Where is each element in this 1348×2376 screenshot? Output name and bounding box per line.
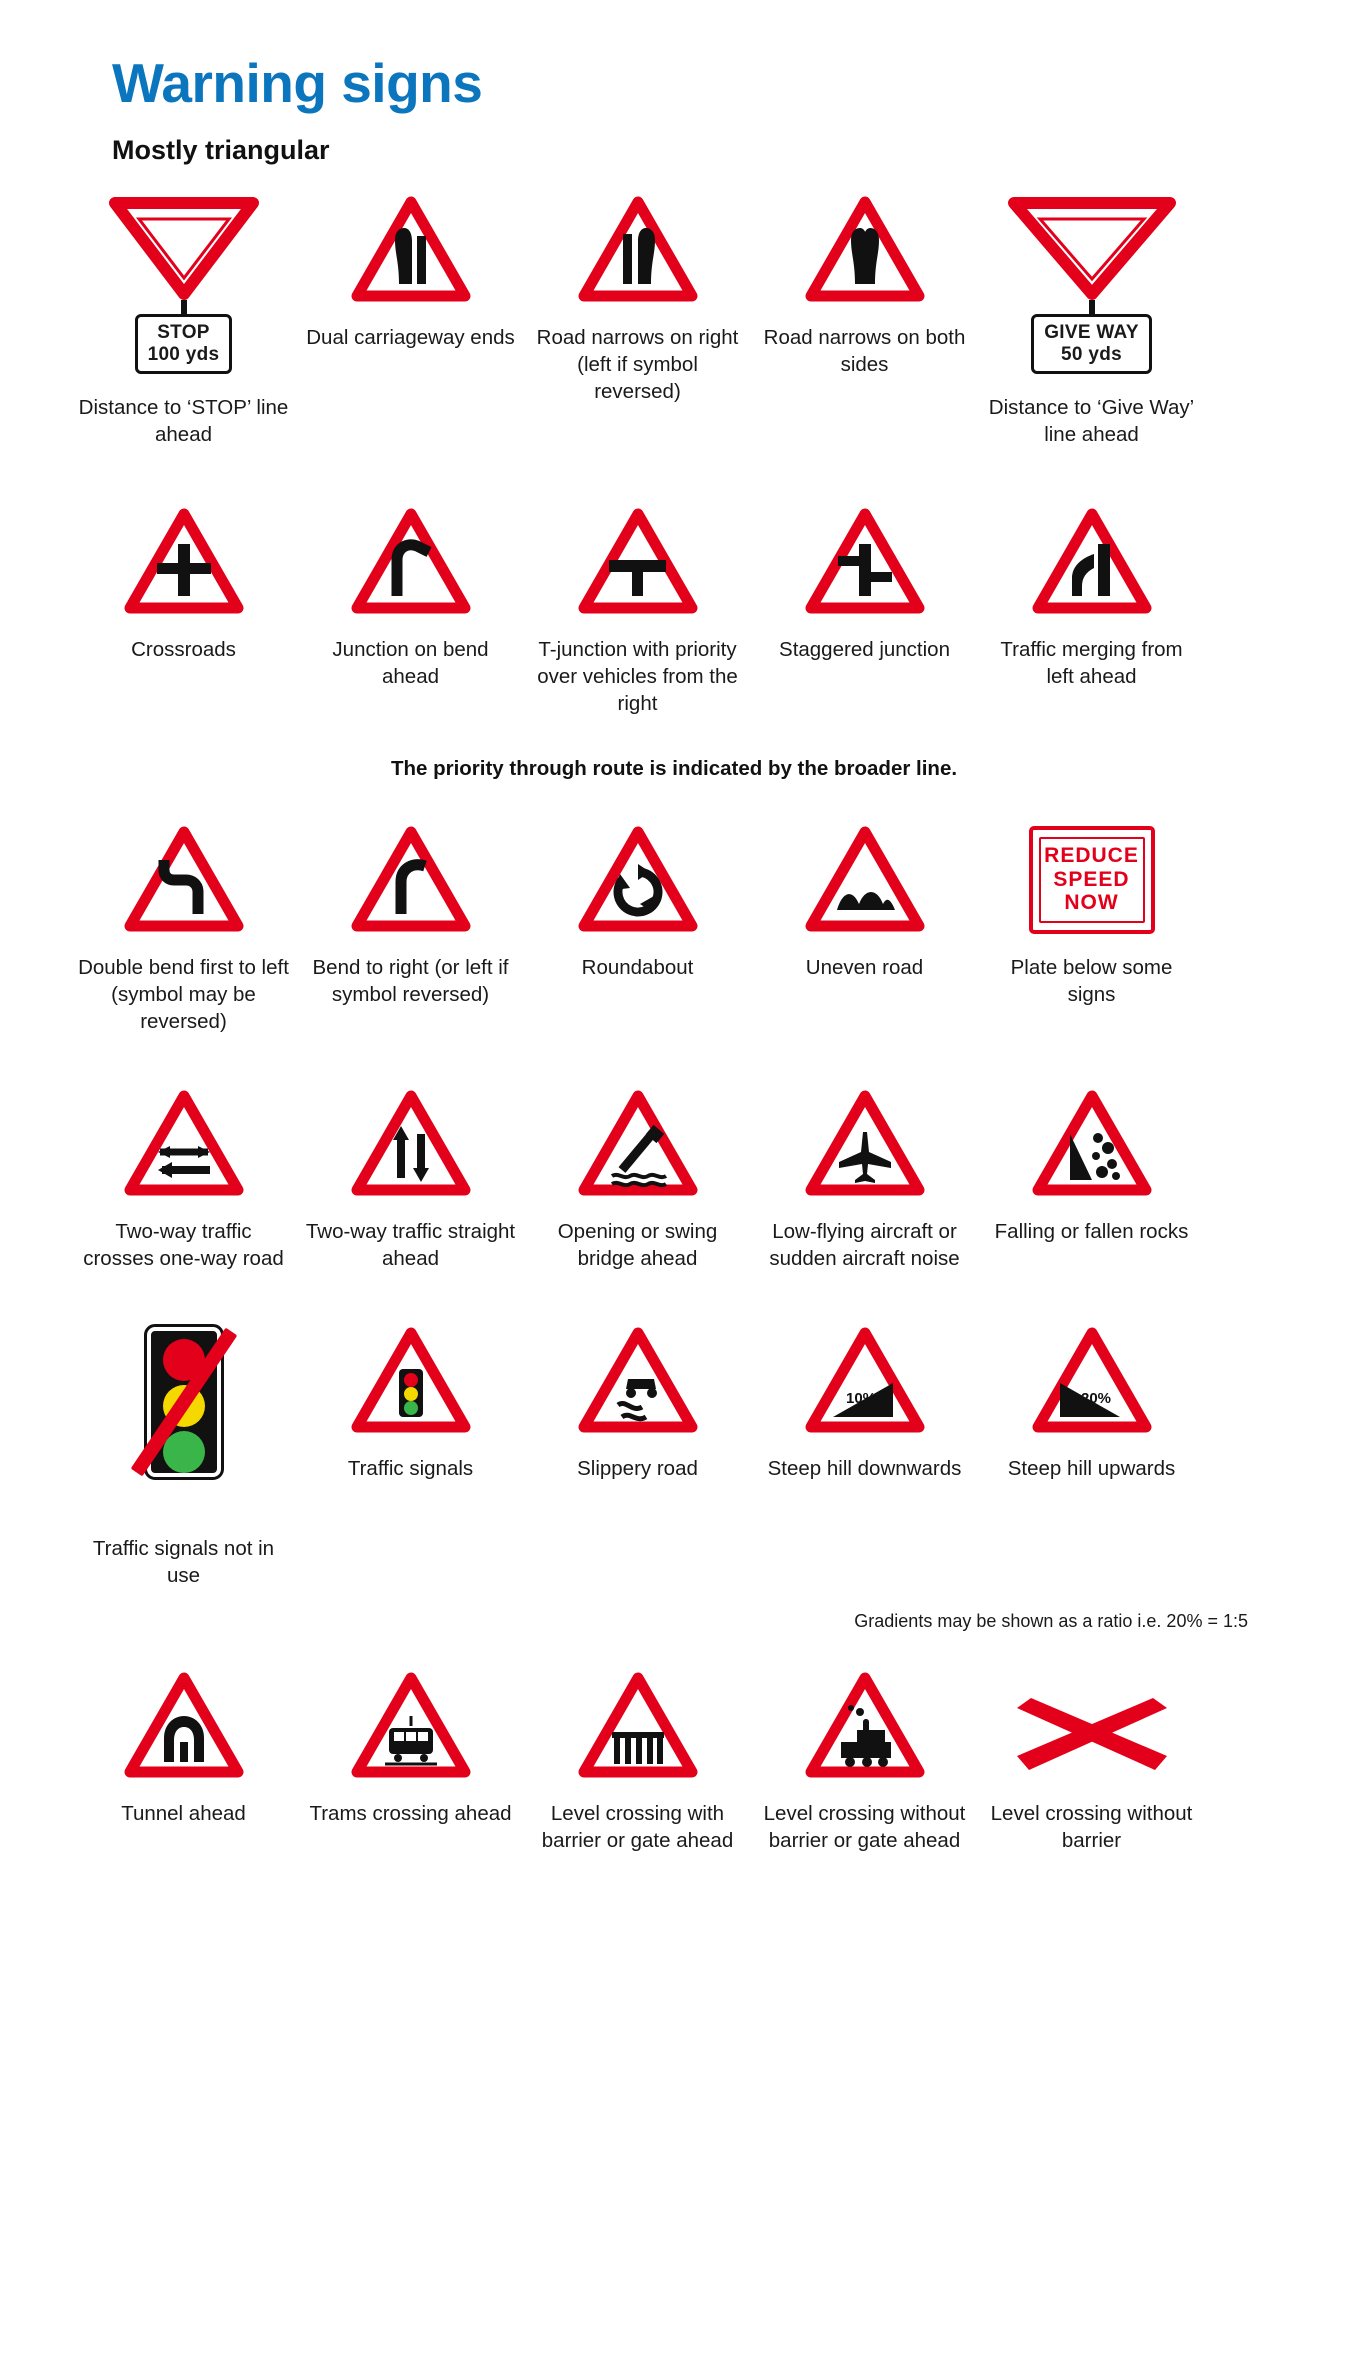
sign-caption: Staggered junction xyxy=(779,637,950,661)
sign-caption: T-junction with priority over vehicles from the right xyxy=(537,637,738,715)
sign-cell-level-crossing-barrier xyxy=(524,1672,751,1854)
sign-cell-reduce-speed-now xyxy=(978,826,1205,1008)
reduce-speed-now-plate xyxy=(1029,826,1155,944)
sign-caption: Road narrows on both sides xyxy=(763,325,966,376)
sign-caption: Tunnel ahead xyxy=(121,1802,246,1826)
sign-caption: Traffic signals xyxy=(347,1457,474,1481)
falling-rocks-icon xyxy=(1032,1090,1152,1196)
signs-row-2 xyxy=(0,508,1348,717)
trams-crossing-ahead-sign xyxy=(351,1672,471,1790)
signs-row-6 xyxy=(0,1672,1348,1854)
plate-line-1: REDUCE xyxy=(1044,843,1139,867)
double-bend-first-left-sign xyxy=(124,826,244,944)
sign-caption: Road narrows on right (left if symbol reversed) xyxy=(536,325,739,403)
road-narrows-right-icon xyxy=(578,196,698,302)
sign-caption: Slippery road xyxy=(577,1457,698,1481)
sign-caption: Distance to ‘STOP’ line ahead xyxy=(78,395,289,446)
road-narrows-both-sides-sign xyxy=(805,196,925,314)
stop-distance-plate xyxy=(135,314,233,375)
plate-line-2: SPEED xyxy=(1053,867,1130,891)
signs-row-1 xyxy=(0,196,1348,448)
sign-caption: Low-flying aircraft or sudden aircraft noise xyxy=(769,1220,960,1271)
bend-to-right-sign xyxy=(351,826,471,944)
tunnel-ahead-sign xyxy=(124,1672,244,1790)
slippery-road-icon xyxy=(578,1327,698,1433)
steep-hill-upwards-sign xyxy=(1032,1327,1152,1445)
sign-cell-double-bend xyxy=(70,826,297,1035)
sign-caption: Plate below some signs xyxy=(1010,955,1173,1007)
sign-caption: Junction on bend ahead xyxy=(332,637,489,688)
sign-cell-t-junction-priority xyxy=(524,508,751,717)
aircraft-icon xyxy=(805,1090,925,1196)
inverted-triangle-outline-icon xyxy=(109,196,259,300)
road-narrows-right-sign xyxy=(578,196,698,314)
sign-cell-road-narrows-right xyxy=(524,196,751,405)
two-way-straight-ahead-icon xyxy=(351,1090,471,1196)
sign-cell-crossroads xyxy=(70,508,297,663)
sign-caption: Opening or swing bridge ahead xyxy=(557,1220,718,1271)
gate-icon xyxy=(578,1672,698,1778)
crossroads-sign xyxy=(124,508,244,626)
gradient-label: 10% xyxy=(845,1390,876,1408)
plate-line-3: NOW xyxy=(1064,891,1119,915)
low-flying-aircraft-sign xyxy=(805,1090,925,1208)
two-way-crosses-one-way-icon xyxy=(124,1090,244,1196)
staggered-junction-icon xyxy=(805,508,925,614)
slippery-road-sign xyxy=(578,1327,698,1445)
give-way-line-ahead-sign xyxy=(1007,196,1177,386)
two-way-traffic-straight-ahead-sign xyxy=(351,1090,471,1208)
sign-cell-low-flying-aircraft xyxy=(751,1090,978,1272)
two-way-traffic-crosses-one-way-sign xyxy=(124,1090,244,1208)
t-junction-priority-sign xyxy=(578,508,698,626)
sign-cell-stop-line-ahead xyxy=(70,196,297,448)
sign-cell-traffic-signals xyxy=(297,1327,524,1482)
plate-line-1: STOP xyxy=(157,321,210,343)
road-narrows-both-icon xyxy=(805,196,925,302)
sign-caption: Steep hill upwards xyxy=(1007,1457,1176,1481)
sign-cell-bend-to-right xyxy=(297,826,524,1008)
traffic-signals-sign xyxy=(351,1327,471,1445)
sign-caption: Level crossing without barrier xyxy=(990,1802,1193,1853)
sign-cell-two-way-crosses-one-way xyxy=(70,1090,297,1272)
sign-cell-falling-rocks xyxy=(978,1090,1205,1245)
level-crossing-without-barrier-sign xyxy=(805,1672,925,1790)
sign-cell-level-crossing-crossbuck xyxy=(978,1672,1205,1854)
sign-cell-steep-hill-downwards xyxy=(751,1327,978,1482)
sign-caption: Traffic signals not in use xyxy=(92,1537,275,1588)
sign-cell-two-way-straight-ahead xyxy=(297,1090,524,1272)
traffic-signals-icon xyxy=(351,1327,471,1433)
sign-cell-give-way-line-ahead xyxy=(978,196,1205,448)
traffic-merging-left-icon xyxy=(1032,508,1152,614)
tram-icon xyxy=(351,1672,471,1778)
inverted-triangle-outline-icon xyxy=(1007,196,1177,300)
sign-cell-road-narrows-both xyxy=(751,196,978,378)
opening-swing-bridge-icon xyxy=(578,1090,698,1196)
steep-hill-downwards-sign xyxy=(805,1327,925,1445)
gradient-label: 20% xyxy=(1080,1390,1111,1408)
t-junction-priority-icon xyxy=(578,508,698,614)
sign-caption: Level crossing with barrier or gate ahead xyxy=(541,1802,734,1853)
roundabout-sign xyxy=(578,826,698,944)
sign-cell-tunnel-ahead xyxy=(70,1672,297,1827)
sign-caption: Double bend first to left (symbol may be reversed) xyxy=(78,955,289,1034)
sign-caption: Falling or fallen rocks xyxy=(994,1220,1189,1244)
signs-row-4 xyxy=(0,1090,1348,1272)
sign-caption: Roundabout xyxy=(581,955,694,979)
signs-row-3 xyxy=(0,826,1348,1035)
traffic-signals-not-in-use-sign xyxy=(147,1327,221,1517)
sign-caption: Crossroads xyxy=(131,637,236,661)
double-bend-icon xyxy=(124,826,244,932)
sign-caption: Steep hill downwards xyxy=(767,1457,962,1481)
falling-rocks-sign xyxy=(1032,1090,1152,1208)
uneven-road-sign xyxy=(805,826,925,944)
junction-on-bend-icon xyxy=(351,508,471,614)
sign-caption: Two-way traffic crosses one-way road xyxy=(83,1220,284,1271)
dual-carriageway-ends-sign xyxy=(351,196,471,314)
roundabout-icon xyxy=(578,826,698,932)
sign-cell-steep-hill-upwards xyxy=(978,1327,1205,1482)
stop-line-ahead-sign xyxy=(109,196,259,386)
crossbuck-icon xyxy=(1007,1694,1177,1784)
traffic-light-box-icon xyxy=(147,1327,221,1477)
sign-caption: Dual carriageway ends xyxy=(306,325,515,349)
sign-caption: Bend to right (or left if symbol reversed) xyxy=(312,955,509,1007)
traffic-merging-from-left-sign xyxy=(1032,508,1152,626)
sign-caption: Uneven road xyxy=(805,955,924,979)
plate-line-2: 50 yds xyxy=(1061,343,1122,365)
sign-cell-signals-not-in-use xyxy=(70,1327,297,1589)
sign-cell-level-crossing-no-barrier xyxy=(751,1672,978,1854)
sign-cell-staggered-junction xyxy=(751,508,978,663)
sign-cell-traffic-merging-left xyxy=(978,508,1205,690)
sign-caption: Trams crossing ahead xyxy=(309,1802,512,1826)
crossroads-icon xyxy=(124,508,244,614)
page-title: Warning signs xyxy=(112,52,483,114)
sign-cell-opening-bridge xyxy=(524,1090,751,1272)
sign-cell-dual-carriageway-ends xyxy=(297,196,524,351)
plate-line-2: 100 yds xyxy=(147,343,220,365)
sign-cell-junction-on-bend xyxy=(297,508,524,690)
sign-caption: Traffic merging from left ahead xyxy=(1000,637,1183,688)
sign-caption: Level crossing without barrier or gate ahead xyxy=(763,1802,966,1853)
signs-row-5 xyxy=(0,1327,1348,1589)
staggered-junction-sign xyxy=(805,508,925,626)
sign-cell-slippery-road xyxy=(524,1327,751,1482)
sign-cell-roundabout xyxy=(524,826,751,981)
sign-cell-uneven-road xyxy=(751,826,978,981)
page-subtitle: Mostly triangular xyxy=(112,134,330,165)
reduce-speed-plate xyxy=(1029,826,1155,934)
opening-or-swing-bridge-sign xyxy=(578,1090,698,1208)
sign-caption: Distance to ‘Give Way’ line ahead xyxy=(988,395,1195,446)
priority-note: The priority through route is indicated by the broader line. xyxy=(390,756,958,780)
level-crossing-crossbuck-sign xyxy=(1007,1672,1177,1790)
tunnel-icon xyxy=(124,1672,244,1778)
green-lamp-icon xyxy=(163,1431,205,1473)
steep-hill-downwards-icon xyxy=(805,1327,925,1433)
junction-on-bend-ahead-sign xyxy=(351,508,471,626)
gradient-note: Gradients may be shown as a ratio i.e. 20% = 1:5 xyxy=(854,1611,1248,1632)
steep-hill-upwards-icon xyxy=(1032,1327,1152,1433)
bend-to-right-icon xyxy=(351,826,471,932)
plate-line-1: GIVE WAY xyxy=(1044,321,1139,343)
uneven-road-icon xyxy=(805,826,925,932)
sign-cell-trams-crossing xyxy=(297,1672,524,1827)
give-way-distance-plate xyxy=(1031,314,1152,375)
level-crossing-with-barrier-sign xyxy=(578,1672,698,1790)
steam-locomotive-icon xyxy=(805,1672,925,1778)
dual-carriageway-ends-icon xyxy=(351,196,471,302)
sign-caption: Two-way traffic straight ahead xyxy=(305,1220,516,1271)
